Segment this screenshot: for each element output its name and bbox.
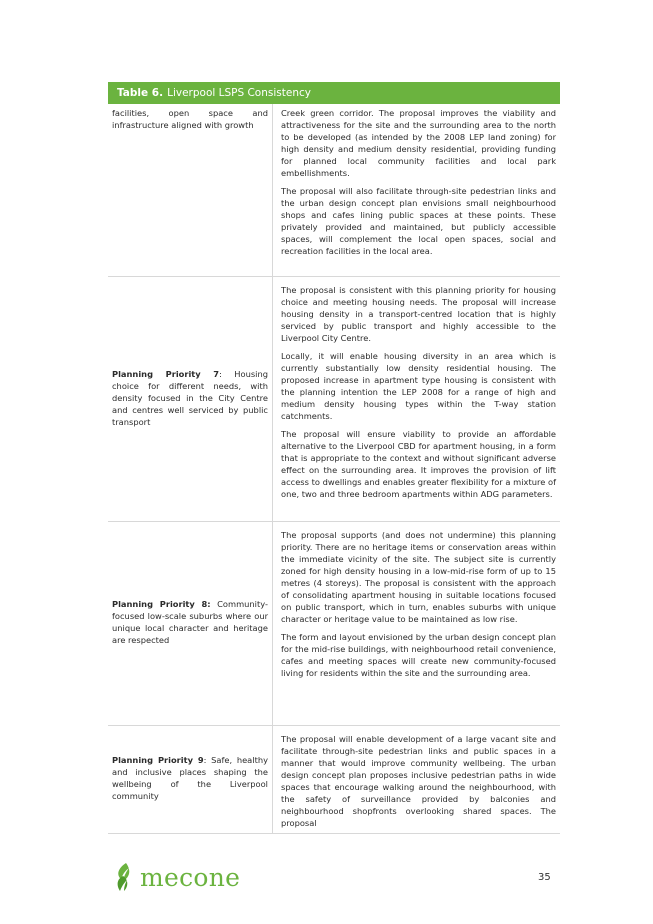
row-paragraph: The proposal is consistent with this planning priority for housing choice and meeting housing needs. The proposal will increase housing density in a transport-centred location that is highly serviced by public transport and highly accessible to the Liverpool City Centre.	[281, 285, 556, 343]
row-paragraph: The proposal will also facilitate through-site pedestrian links and the urban design concept plan envisions small neighbourhood shops and cafes lining public spaces at these points. These privately provided and maintained, but publicly accessible spaces, will complement the local open spaces, social and recreation facilities in the local area.	[281, 186, 556, 256]
planning-priority-title: Planning Priority 9	[112, 755, 204, 765]
planning-priority-title: Planning Priority 7	[112, 368, 220, 379]
row-left-text: Community-focused low-scale suburbs where our unique local character and heritage are respected	[112, 599, 268, 645]
leaf-logo-icon	[114, 862, 136, 892]
row-paragraph: The form and layout envisioned by the urban design concept plan for the mid-rise buildings, with neighbourhood retail convenience, cafes and meeting spaces will create new community-focused living for residents within the site and the surrounding area.	[281, 632, 556, 678]
row-left-cell	[108, 104, 272, 276]
row-paragraph: The proposal supports (and does not undermine) this planning priority. There are no heritage items or conservation areas within the immediate vicinity of the site. The subject site is currently zoned for high density housing in a low-mid-rise form of up to 15 metres (4 storeys). The proposal is consistent with the approach of consolidating apartment housing in suitable locations focused on public transport, which in turn, enables suburbs with unique character or heritage value to be maintained as low rise.	[281, 530, 556, 624]
row-left-cell	[108, 522, 272, 725]
row-right-cell	[272, 104, 560, 276]
row-left-text: : Housing choice for different needs, with density focused in the City Centre and centres well serviced by public transport	[112, 368, 268, 427]
row-left-text: : Safe, healthy and inclusive places shaping the wellbeing of the Liverpool community	[112, 755, 268, 801]
row-left-cell	[108, 726, 272, 833]
table-caption-title: Liverpool LSPS Consistency	[167, 87, 311, 99]
table-row	[108, 726, 560, 834]
table-row	[108, 277, 560, 522]
row-right-cell	[272, 277, 560, 521]
row-paragraph: The proposal will ensure viability to provide an affordable alternative to the Liverpool CBD for apartment housing, in a form that is appropriate to the context and without significant adverse effect on the surrounding area. It improves the provision of lift access to dwellings and enables greater flexibility for a mixture of one, two and three bedroom apartments within ADG parameters.	[281, 429, 556, 499]
page-number: 35	[538, 872, 551, 883]
row-paragraph: Locally, it will enable housing diversity in an area which is currently substantially low density residential housing. The proposed increase in apartment type housing is consistent with the planning intention the LEP 2008 for a range of high and medium density housing types within the T-way station catchments.	[281, 351, 556, 421]
table-caption	[108, 82, 560, 104]
row-left-text: facilities, open space and infrastructure aligned with growth	[112, 108, 268, 130]
table-row	[108, 522, 560, 726]
document-page	[108, 82, 560, 834]
footer-logo	[114, 862, 240, 892]
row-paragraph: Creek green corridor. The proposal improves the viability and attractiveness for the site and the surrounding area to the north to be developed (as intended by the 2008 LEP land zoning) for high density and medium density residential, providing funding for planned local community facilities and local park embellishments.	[281, 108, 556, 178]
table-caption-label: Table 6.	[117, 87, 164, 99]
row-right-cell	[272, 726, 560, 833]
table-row	[108, 104, 560, 277]
row-left-cell	[108, 277, 272, 521]
row-right-cell	[272, 522, 560, 725]
planning-priority-title: Planning Priority 8:	[112, 599, 211, 609]
logo-text: mecone	[140, 862, 241, 892]
row-paragraph: The proposal will enable development of a large vacant site and facilitate through-site pedestrian links and public spaces in a manner that would improve community wellbeing. The urban design concept plan proposes inclusive pedestrian paths in wide spaces that encourage walking around the neighbourhood, with the safety of surveillance provided by balconies and neighbourhood shopfronts overlooking shared spaces. The proposal	[281, 734, 556, 828]
